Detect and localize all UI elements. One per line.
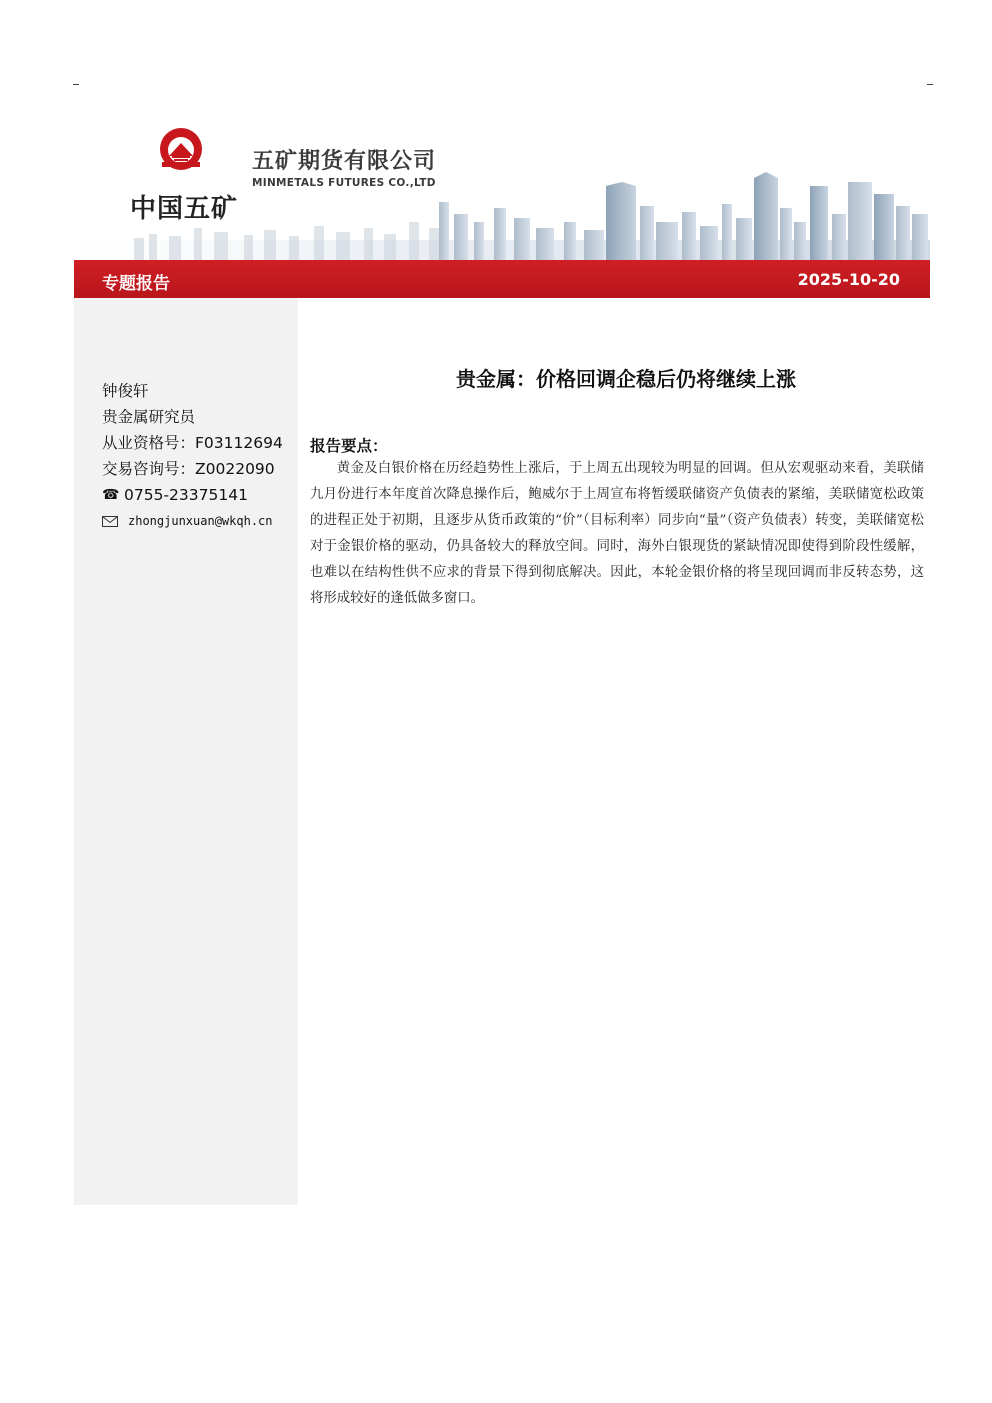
author-role: 贵金属研究员	[102, 408, 196, 426]
author-email-row	[102, 508, 283, 534]
author-phone-row	[102, 482, 283, 508]
china-minmetals-logo	[130, 126, 240, 226]
author-phone: 0755-23375141	[124, 486, 248, 504]
author-info	[102, 378, 283, 534]
company-name-en: MINMETALS FUTURES CO.,LTD	[252, 177, 436, 189]
author-qualification: 从业资格号：F03112694	[102, 434, 283, 452]
minmetals-emblem-icon	[158, 126, 204, 172]
report-type-label: 专题报告	[102, 274, 170, 294]
author-name: 钟俊轩	[102, 382, 149, 400]
report-date: 2025-10-20	[797, 270, 900, 289]
group-name: 中国五矿	[130, 194, 239, 224]
author-email[interactable]: zhongjunxuan@wkqh.cn	[128, 514, 273, 528]
company-name-cn: 五矿期货有限公司	[252, 149, 437, 174]
report-banner	[74, 260, 930, 298]
author-consulting-number: 交易咨询号：Z0022090	[102, 460, 275, 478]
report-title: 贵金属：价格回调企稳后仍将继续上涨	[456, 367, 796, 391]
author-sidebar	[74, 298, 298, 1205]
key-points-heading: 报告要点：	[310, 437, 388, 455]
company-logo-text	[252, 144, 436, 189]
envelope-icon	[102, 516, 118, 527]
crop-mark-right	[927, 84, 933, 85]
report-header	[74, 110, 930, 260]
crop-mark-left	[73, 84, 79, 85]
phone-icon: ☎	[102, 487, 120, 503]
key-points-paragraph: 黄金及白银价格在历经趋势性上涨后，于上周五出现较为明显的回调。但从宏观驱动来看，美联储九月份进行本年度首次降息操作后，鲍威尔于上周宣布将暂缓联储资产负债表的紧缩，美联储宽松政策的进程正处于初期，且逐步从货币政策的“价”（目标利率）同步向“量”（资产负债表）转变，美联储宽松对于金银价格的驱动，仍具备较大的释放空间。同时，海外白银现货的紧缺情况即使得到阶段性缓解，也难以在结构性供不应求的背景下得到彻底解决。因此，本轮金银价格的将呈现回调而非反转态势，这将形成较好的逢低做多窗口。	[310, 461, 924, 606]
